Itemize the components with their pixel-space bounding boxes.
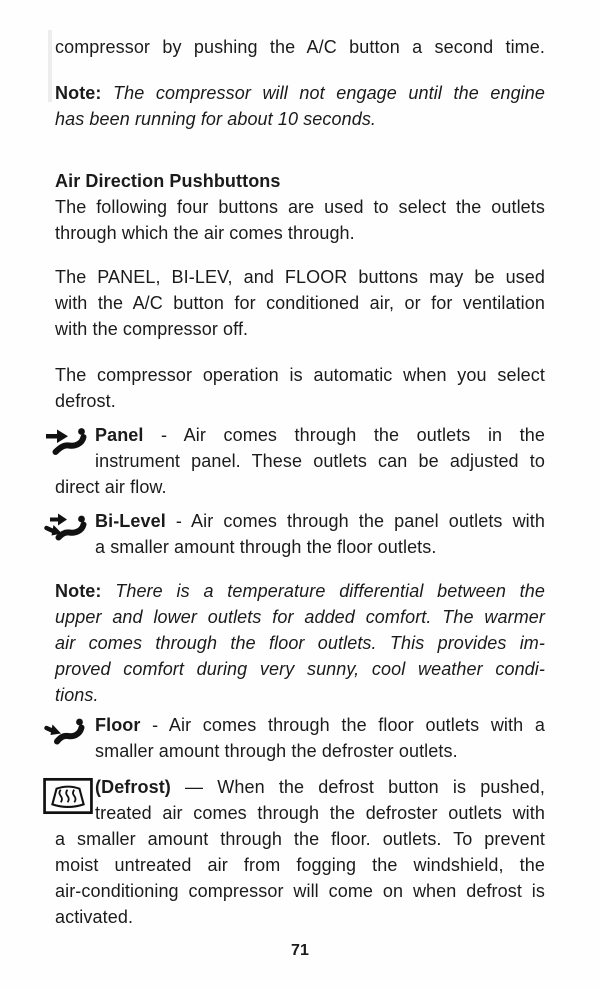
item-floor (55, 712, 545, 764)
item-text: - Air comes through the panel outlets with (165, 511, 545, 531)
note-text: There is a temperature differential between the (101, 581, 545, 601)
item-text: - Air comes through the floor outlets with a (140, 715, 545, 735)
text-line: defrost. (55, 391, 116, 411)
page-number: 71 (291, 942, 309, 959)
text-line: instrument panel. These outlets can be adjusted to (95, 451, 545, 471)
text-line: activated. (55, 907, 134, 927)
item-text: - Air comes through the outlets in the (143, 425, 545, 445)
text-line: treated air comes through the defroster outlets with (95, 803, 545, 823)
text-line: a smaller amount through the floor. outlets. To prevent (55, 829, 545, 849)
text-line: has been running for about 10 seconds. (55, 109, 377, 129)
text-line (55, 508, 545, 534)
text-line: direct air flow. (55, 477, 167, 497)
defrost-windshield-icon (43, 777, 95, 815)
text-line: with the A/C button for conditioned air, or for ventilation (55, 293, 545, 313)
note-label: Note: (55, 83, 102, 103)
text-line: through which the air comes through. (55, 223, 355, 243)
text-line: The following four buttons are used to select the outlets (55, 197, 545, 217)
text-line (55, 578, 545, 604)
bilevel-airflow-icon (43, 511, 95, 543)
text-line: The PANEL, BI-LEV, and FLOOR buttons may be used (55, 267, 545, 287)
scan-artifact (48, 30, 52, 102)
text-line: air comes through the floor outlets. This provides im- (55, 633, 545, 653)
text-line: upper and lower outlets for added comfort. The warmer (55, 607, 545, 627)
note-label: Note: (55, 581, 102, 601)
panel-airflow-icon (43, 425, 95, 457)
text-line: tions. (55, 685, 99, 705)
item-label: (Defrost) (95, 777, 171, 797)
text-line: The compressor operation is automatic when you select (55, 365, 545, 385)
text-line (55, 80, 545, 106)
item-label: Bi-Level (95, 511, 166, 531)
item-label: Floor (95, 715, 141, 735)
text-line: air-conditioning compressor will come on when defrost is (55, 881, 545, 901)
item-label: Panel (95, 425, 144, 445)
section-heading: Air Direction Pushbuttons (55, 171, 281, 191)
paragraph-compressor-continuation (55, 34, 545, 60)
text-line: moist untreated air from fogging the windshield, the (55, 855, 545, 875)
text-line: with the compressor off. (55, 319, 249, 339)
paragraph-panel-bilev-floor (55, 264, 545, 342)
text-line (55, 774, 545, 800)
text-line: smaller amount through the defroster outlets. (95, 741, 458, 761)
floor-airflow-icon (43, 715, 95, 747)
text-line (55, 712, 545, 738)
paragraph-four-buttons (55, 194, 545, 246)
item-panel (55, 422, 545, 500)
text-line: compressor by pushing the A/C button a second time. (55, 37, 545, 57)
text-line: proved comfort during very sunny, cool weather condi- (55, 659, 545, 679)
item-text: — When the defrost button is pushed, (170, 777, 545, 797)
note-temperature-differential (55, 578, 545, 708)
item-bilevel (55, 508, 545, 560)
text-line (55, 422, 545, 448)
note-compressor-engage (55, 80, 545, 132)
note-text: The compressor will not engage until the engine (101, 83, 545, 103)
item-defrost (55, 774, 545, 930)
paragraph-compressor-automatic (55, 362, 545, 414)
text-line: a smaller amount through the floor outlets. (95, 537, 437, 557)
